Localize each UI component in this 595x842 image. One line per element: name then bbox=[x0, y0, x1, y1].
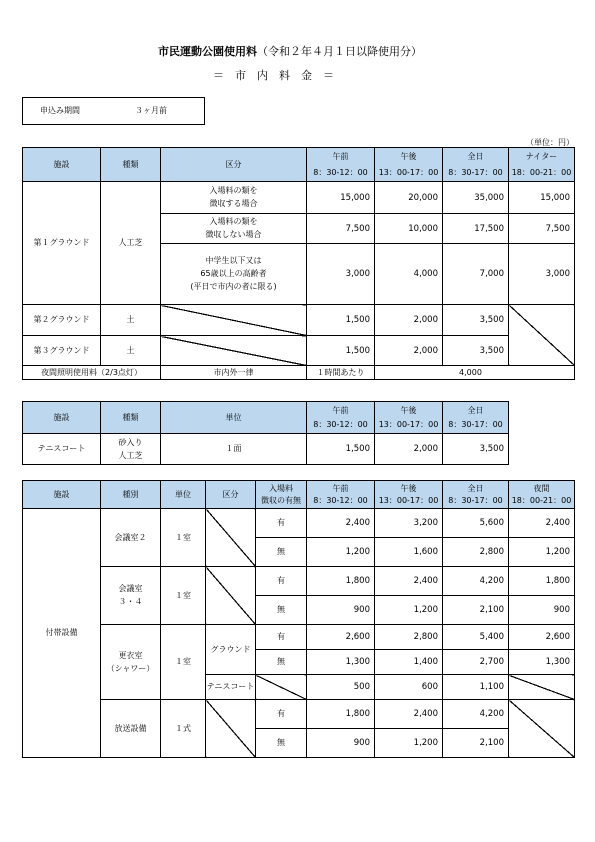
broadcast-yes-day: 4,200 bbox=[443, 700, 509, 729]
t3-header-fee-line2: 徴収の有無 bbox=[261, 495, 301, 505]
g2-day: 3,500 bbox=[443, 305, 509, 336]
mr34-category-empty bbox=[206, 567, 256, 625]
t2-header-day-time: 8：30-17：00 bbox=[448, 419, 503, 429]
g1-r3-am: 3,000 bbox=[307, 244, 375, 305]
broadcast-no: 無 bbox=[256, 729, 307, 758]
application-period-box bbox=[22, 97, 205, 125]
table-header-row bbox=[23, 148, 575, 182]
t3-header-am-label: 午前 bbox=[332, 483, 349, 493]
locker-type-line1: 更衣室 bbox=[118, 650, 143, 660]
header-type: 種類 bbox=[101, 148, 161, 182]
mr2-yes-am: 2,400 bbox=[307, 509, 375, 538]
g3-type: 土 bbox=[101, 336, 161, 366]
header-pm bbox=[375, 148, 443, 182]
locker-yes: 有 bbox=[256, 625, 307, 650]
g1-r2-am: 7,500 bbox=[307, 214, 375, 244]
t2-header-unit: 単位 bbox=[161, 402, 307, 434]
g1-cat-1-line2: 徴収する場合 bbox=[209, 199, 258, 208]
t3-header-unit: 単位 bbox=[161, 481, 206, 509]
locker-type-line2: （シャワー） bbox=[106, 663, 155, 673]
header-night-time: 18：00-21：00 bbox=[511, 167, 572, 177]
locker-type bbox=[101, 625, 161, 700]
header-am-label: 午前 bbox=[332, 151, 349, 161]
page-title bbox=[158, 45, 422, 58]
header-night bbox=[509, 148, 575, 182]
table-row bbox=[23, 366, 575, 380]
mr34-type-line1: 会議室 bbox=[118, 584, 143, 593]
locker-no-night: 1,300 bbox=[509, 650, 575, 675]
t2-am: 1,500 bbox=[307, 434, 375, 465]
locker-yes-am: 2,600 bbox=[307, 625, 375, 650]
g1-cat-3-line2: 65歳以上の高齢者 bbox=[200, 269, 267, 278]
mr2-unit: １室 bbox=[161, 509, 206, 567]
t2-unit: １面 bbox=[161, 434, 307, 465]
t2-header-pm-time: 13：00-17：00 bbox=[378, 419, 439, 429]
header-pm-time: 13：00-17：00 bbox=[378, 167, 439, 177]
light-label: 夜間照明使用料（2/3点灯） bbox=[23, 366, 161, 380]
mr2-yes-day: 5,600 bbox=[443, 509, 509, 538]
t2-day: 3,500 bbox=[443, 434, 509, 465]
light-value: 4,000 bbox=[375, 366, 575, 380]
t3-header-fee bbox=[256, 481, 307, 509]
g1-r2-night: 7,500 bbox=[509, 214, 575, 244]
mr34-no: 無 bbox=[256, 596, 307, 625]
t3-header-night bbox=[509, 481, 575, 509]
light-unit: １時間あたり bbox=[307, 366, 375, 380]
t3-header-am bbox=[307, 481, 375, 509]
g1-r1-am: 15,000 bbox=[307, 182, 375, 214]
t2-header-pm-label: 午後 bbox=[400, 405, 417, 415]
table-row bbox=[23, 700, 575, 729]
broadcast-unit: １式 bbox=[161, 700, 206, 758]
header-facility: 施設 bbox=[23, 148, 101, 182]
g1-cat-3-line1: 中学生以下又は bbox=[205, 256, 262, 265]
t2-header-facility: 施設 bbox=[23, 402, 101, 434]
locker-yes-pm: 2,800 bbox=[375, 625, 443, 650]
table-row bbox=[23, 567, 575, 596]
table-row bbox=[23, 182, 575, 214]
g3-day: 3,500 bbox=[443, 336, 509, 366]
g2-category-empty bbox=[161, 305, 307, 336]
t3-header-night-time: 18：00-21：00 bbox=[511, 495, 572, 505]
mr2-category-empty bbox=[206, 509, 256, 567]
t2-header-type: 種類 bbox=[101, 402, 161, 434]
broadcast-type: 放送設備 bbox=[101, 700, 161, 758]
t2-name: テニスコート bbox=[23, 434, 101, 465]
mr34-type bbox=[101, 567, 161, 625]
t2-type bbox=[101, 434, 161, 465]
g1-cat-3 bbox=[161, 244, 307, 305]
g1-r2-day: 17,500 bbox=[443, 214, 509, 244]
mr34-yes-pm: 2,400 bbox=[375, 567, 443, 596]
mr34-yes: 有 bbox=[256, 567, 307, 596]
locker-tennis-pm: 600 bbox=[375, 675, 443, 700]
t3-header-day-label: 全日 bbox=[467, 483, 484, 493]
mr2-no-day: 2,800 bbox=[443, 538, 509, 567]
locker-no-pm: 1,400 bbox=[375, 650, 443, 675]
t3-header-am-time: 8：30-12：00 bbox=[313, 495, 368, 505]
t3-header-pm-time: 13：00-17：00 bbox=[378, 495, 439, 505]
g2-name: 第２グラウンド bbox=[23, 305, 101, 336]
g1-cat-2-line1: 入場料の類を bbox=[209, 217, 258, 226]
table-row bbox=[23, 625, 575, 650]
g3-name: 第３グラウンド bbox=[23, 336, 101, 366]
mr34-no-day: 2,100 bbox=[443, 596, 509, 625]
locker-yes-day: 5,400 bbox=[443, 625, 509, 650]
mr2-yes-pm: 3,200 bbox=[375, 509, 443, 538]
t3-header-pm bbox=[375, 481, 443, 509]
g1-cat-3-line3: (平日で市内の者に限る) bbox=[190, 282, 277, 291]
locker-tennis-am: 500 bbox=[307, 675, 375, 700]
g1-cat-2 bbox=[161, 214, 307, 244]
g1-name: 第１グラウンド bbox=[23, 182, 101, 305]
g1-r1-pm: 20,000 bbox=[375, 182, 443, 214]
header-am bbox=[307, 148, 375, 182]
section-title: ＝ 市 内 料 金 ＝ bbox=[213, 69, 334, 82]
mr2-no-am: 1,200 bbox=[307, 538, 375, 567]
t3-facility: 付帯設備 bbox=[23, 509, 101, 758]
g3-category-empty bbox=[161, 336, 307, 366]
broadcast-yes-pm: 2,400 bbox=[375, 700, 443, 729]
t2-header-am-label: 午前 bbox=[332, 405, 349, 415]
table-row bbox=[23, 305, 575, 336]
t3-header-fee-line1: 入場料 bbox=[269, 483, 293, 493]
t2-header-day-label: 全日 bbox=[467, 405, 484, 415]
t2-type-line1: 砂入り bbox=[118, 437, 143, 447]
title-sub: （令和２年４月１日以降使用分） bbox=[257, 45, 422, 58]
mr2-type: 会議室２ bbox=[101, 509, 161, 567]
t3-header-category: 区分 bbox=[206, 481, 256, 509]
locker-tennis: テニスコート bbox=[206, 675, 256, 700]
header-day-time: 8：30-17：00 bbox=[448, 167, 503, 177]
mr2-no: 無 bbox=[256, 538, 307, 567]
broadcast-category-empty bbox=[206, 700, 256, 758]
g1-cat-1 bbox=[161, 182, 307, 214]
broadcast-no-pm: 1,200 bbox=[375, 729, 443, 758]
t2-type-line2: 人工芝 bbox=[118, 450, 143, 460]
t2-header-am bbox=[307, 402, 375, 434]
g2-am: 1,500 bbox=[307, 305, 375, 336]
light-scope: 市内外一律 bbox=[161, 366, 307, 380]
table-row bbox=[23, 336, 575, 366]
locker-yes-night: 2,600 bbox=[509, 625, 575, 650]
mr34-yes-night: 1,800 bbox=[509, 567, 575, 596]
locker-tennis-night-empty bbox=[509, 675, 575, 700]
locker-no: 無 bbox=[256, 650, 307, 675]
mr34-yes-day: 4,200 bbox=[443, 567, 509, 596]
table-header-row bbox=[23, 402, 509, 434]
mr34-unit: １室 bbox=[161, 567, 206, 625]
header-category: 区分 bbox=[161, 148, 307, 182]
g1-r3-pm: 4,000 bbox=[375, 244, 443, 305]
g1-cat-2-line2: 徴収しない場合 bbox=[205, 230, 262, 239]
g2-pm: 2,000 bbox=[375, 305, 443, 336]
t2-header-day bbox=[443, 402, 509, 434]
t3-header-pm-label: 午後 bbox=[400, 483, 417, 493]
table-header-row bbox=[23, 481, 575, 509]
application-label: 申込み期間 bbox=[40, 106, 80, 115]
g1-r2-pm: 10,000 bbox=[375, 214, 443, 244]
mr2-no-pm: 1,600 bbox=[375, 538, 443, 567]
header-am-time: 8：30-12：00 bbox=[313, 167, 368, 177]
g1-r3-day: 7,000 bbox=[443, 244, 509, 305]
g23-night-empty bbox=[509, 305, 575, 366]
locker-tennis-fee-empty bbox=[256, 675, 307, 700]
t3-header-day-time: 8：30-17：00 bbox=[448, 495, 503, 505]
header-day-label: 全日 bbox=[467, 151, 484, 161]
broadcast-yes-am: 1,800 bbox=[307, 700, 375, 729]
g1-r1-night: 15,000 bbox=[509, 182, 575, 214]
broadcast-no-day: 2,100 bbox=[443, 729, 509, 758]
t3-header-day bbox=[443, 481, 509, 509]
g1-r3-night: 3,000 bbox=[509, 244, 575, 305]
header-pm-label: 午後 bbox=[400, 151, 417, 161]
t3-header-night-label: 夜間 bbox=[533, 483, 550, 493]
t2-pm: 2,000 bbox=[375, 434, 443, 465]
broadcast-night-empty bbox=[509, 700, 575, 758]
title-main: 市民運動公園使用料 bbox=[158, 45, 257, 58]
t2-header-pm bbox=[375, 402, 443, 434]
mr34-no-pm: 1,200 bbox=[375, 596, 443, 625]
locker-tennis-day: 1,100 bbox=[443, 675, 509, 700]
unit-note: （単位：円） bbox=[526, 138, 574, 147]
g1-r1-day: 35,000 bbox=[443, 182, 509, 214]
mr34-yes-am: 1,800 bbox=[307, 567, 375, 596]
mr2-no-night: 1,200 bbox=[509, 538, 575, 567]
equipment-fee-table bbox=[22, 480, 575, 758]
mr2-yes-night: 2,400 bbox=[509, 509, 575, 538]
table-row bbox=[23, 509, 575, 538]
mr34-no-night: 900 bbox=[509, 596, 575, 625]
g3-am: 1,500 bbox=[307, 336, 375, 366]
locker-no-day: 2,700 bbox=[443, 650, 509, 675]
g1-cat-1-line1: 入場料の類を bbox=[209, 186, 258, 195]
g1-type: 人工芝 bbox=[101, 182, 161, 305]
t3-header-facility: 施設 bbox=[23, 481, 101, 509]
broadcast-no-am: 900 bbox=[307, 729, 375, 758]
mr34-no-am: 900 bbox=[307, 596, 375, 625]
locker-unit: １室 bbox=[161, 625, 206, 700]
header-day bbox=[443, 148, 509, 182]
locker-ground: グラウンド bbox=[206, 625, 256, 675]
header-night-label: ナイター bbox=[525, 151, 558, 161]
mr2-yes: 有 bbox=[256, 509, 307, 538]
ground-fee-table bbox=[22, 147, 575, 380]
locker-no-am: 1,300 bbox=[307, 650, 375, 675]
t2-header-am-time: 8：30-12：00 bbox=[313, 419, 368, 429]
table-row bbox=[23, 434, 509, 465]
mr34-type-line2: ３・４ bbox=[118, 597, 143, 606]
g2-type: 土 bbox=[101, 305, 161, 336]
g3-pm: 2,000 bbox=[375, 336, 443, 366]
tennis-fee-table bbox=[22, 401, 509, 465]
application-value: ３ヶ月前 bbox=[135, 106, 167, 115]
t3-header-type: 種別 bbox=[101, 481, 161, 509]
broadcast-yes: 有 bbox=[256, 700, 307, 729]
